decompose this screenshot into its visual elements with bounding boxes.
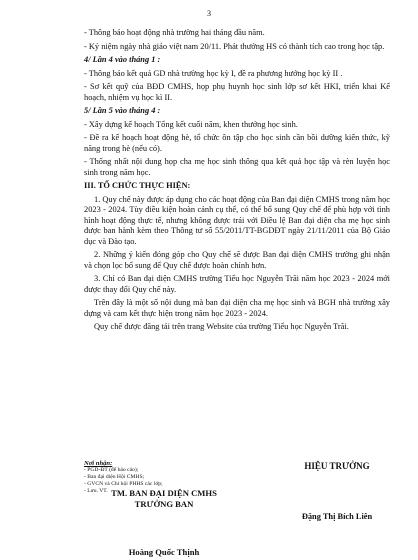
paragraph: Quy chế được đăng tải trên trang Website của trường Tiểu học Nguyễn Trãi. <box>94 322 349 331</box>
paragraph: - Xây dựng kế hoạch Tổng kết cuối năm, khen thưởng học sinh. <box>84 119 298 129</box>
paragraph: - Kỷ niệm ngày nhà giáo việt nam 20/11. Phát thưởng HS có thành tích cao trong học tập. <box>84 41 385 51</box>
subheading: 4/ Lần 4 vào tháng 1 : <box>84 55 161 64</box>
paragraph: 3. Chỉ có Ban đại diện CMHS trường Tiểu học Nguyễn Trãi năm học 2023 - 2024 mới được thay đổi Quy chế này. <box>84 274 390 294</box>
paragraph: - Thông báo kết quả GD nhà trường học kỳ I, đề ra phương hướng học kỳ II . <box>84 68 343 78</box>
paragraph: 2. Những ý kiến đóng góp cho Quy chế sẽ được Ban đại diện CMHS trường ghi nhận và chọn lọc bổ sung để Quy chế được hoàn chỉnh hơn. <box>84 250 390 270</box>
recipient-item: - GVCN và Chi hội PHHS các lớp; <box>84 481 163 487</box>
principal-name: Đặng Thị Bích Liên <box>301 512 373 521</box>
representative-name: Hoàng Quốc Thịnh <box>128 547 200 557</box>
paragraph: - Thông báo hoạt động nhà trường hai tháng đầu năm. <box>84 28 265 37</box>
document-body <box>84 28 390 336</box>
representative-title: TM. BAN ĐẠI DIỆN CMHS <box>111 488 217 498</box>
paragraph: - Đề ra kế hoạch hoạt động hè, tổ chức ôn tập cho học sinh cần bồi dưỡng kiến thức, kỹ năng trong hè (nếu có). <box>84 133 390 153</box>
page-number: 3 <box>207 9 211 18</box>
paragraph: - Sơ kết quỹ của BĐD CMHS, họp phụ huynh học sinh lớp sơ kết HKI, triển khai Kế hoạch, nhiệm vụ học kì II. <box>84 82 390 102</box>
principal-title: HIỆU TRƯỞNG <box>304 461 370 471</box>
recipients-heading: Nơi nhận: <box>84 460 113 467</box>
recipient-item: - Lưu. VT. <box>84 488 108 494</box>
recipient-item: - Ban đại diện Hội CMHS; <box>84 474 145 480</box>
paragraph: 1. Quy chế này được áp dụng cho các hoạt động của Ban đại diện CMHS trong năm học 2023 - 2024. Tùy điều kiện hoàn cảnh cụ thể, có thể bổ sung Quy chế để phù hợp với tình hình hoạt động thực tế, nhưng không được trái với Điều lệ Ban đại diện cha mẹ học sinh được ban hành kèm theo Thông tư số 55/2011/TT-BGDĐT ngày 21/11/2011 của Bộ Giáo dục và Đào tạo. <box>84 194 390 246</box>
subheading: 5/ Lần 5 vào tháng 4 : <box>84 106 161 115</box>
paragraph: - Thống nhất nội dung họp cha mẹ học sinh thông qua kết quả học tập và rèn luyện học sinh trong năm học. <box>84 157 390 177</box>
representative-role: TRƯỞNG BAN <box>134 499 194 509</box>
recipient-item: - PGD-ĐT (để báo cáo); <box>84 467 139 473</box>
section-heading: III. TỔ CHỨC THỰC HIỆN: <box>84 181 191 190</box>
paragraph: Trên đây là một số nội dung mà ban đại diện cha mẹ học sinh và BGH nhà trường xây dựng và cam kết thực hiện trong năm học 2023 - 2024. <box>84 298 390 318</box>
